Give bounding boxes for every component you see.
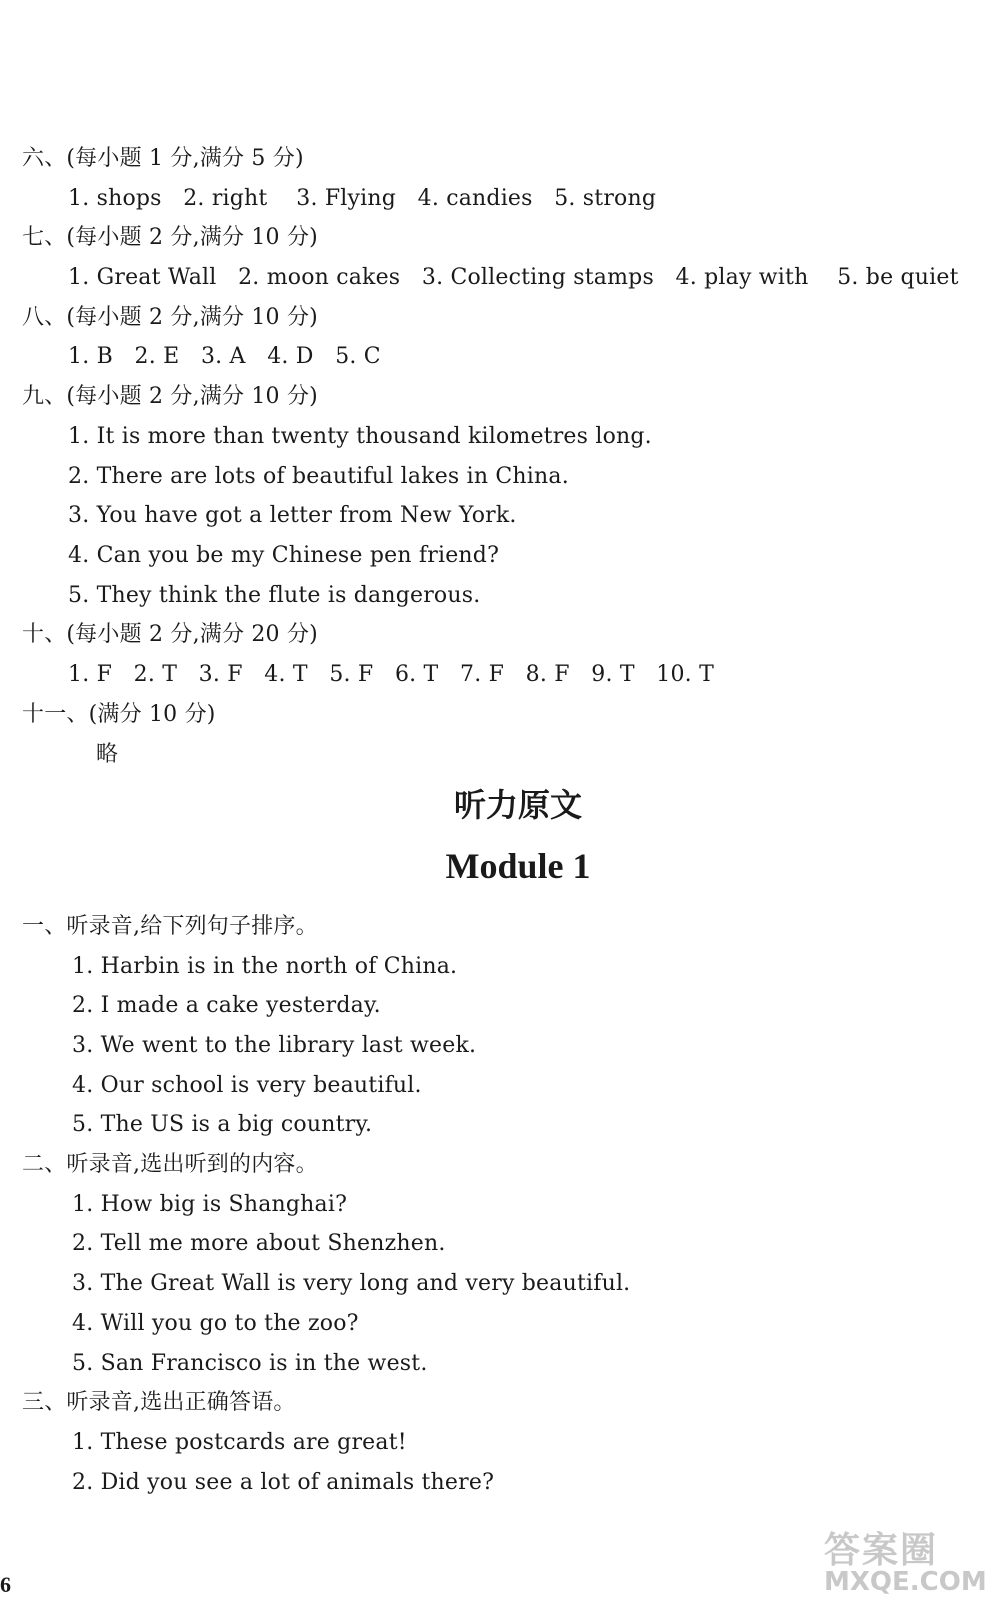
section-7-heading: 七、(每小题 2 分,满分 10 分) <box>22 225 318 250</box>
part-2-item-3: 3. The Great Wall is very long and very beautiful. <box>72 1271 631 1296</box>
section-9-heading: 九、(每小题 2 分,满分 10 分) <box>22 384 318 409</box>
part-1-item-3: 3. We went to the library last week. <box>72 1033 477 1058</box>
section-9-item-1: 1. It is more than twenty thousand kilometres long. <box>68 424 652 449</box>
section-9-item-3: 3. You have got a letter from New York. <box>68 503 517 528</box>
section-8-heading: 八、(每小题 2 分,满分 10 分) <box>22 305 318 330</box>
part-1-heading: 一、听录音,给下列句子排序。 <box>22 914 318 939</box>
watermark <box>824 1522 987 1597</box>
section-8-answers: 1. B 2. E 3. A 4. D 5. C <box>68 344 381 369</box>
part-3-item-1: 1. These postcards are great! <box>72 1430 407 1455</box>
part-2-heading: 二、听录音,选出听到的内容。 <box>22 1152 318 1177</box>
section-10-heading: 十、(每小题 2 分,满分 20 分) <box>22 622 318 647</box>
part-3-item-2: 2. Did you see a lot of animals there? <box>72 1470 495 1495</box>
section-7-answers: 1. Great Wall 2. moon cakes 3. Collecting stamps 4. play with 5. be quiet <box>68 265 959 290</box>
part-2-item-2: 2. Tell me more about Shenzhen. <box>72 1231 446 1256</box>
section-10-answers: 1. F 2. T 3. F 4. T 5. F 6. T 7. F 8. F 9. T 10. T <box>68 662 714 687</box>
module-title: Module 1 <box>445 846 591 886</box>
section-11-answer: 略 <box>96 742 119 767</box>
part-1-item-2: 2. I made a cake yesterday. <box>72 993 381 1018</box>
section-6-heading: 六、(每小题 1 分,满分 5 分) <box>22 146 304 171</box>
part-2-item-5: 5. San Francisco is in the west. <box>72 1351 428 1376</box>
watermark-cn: 答案圈 <box>824 1530 939 1571</box>
part-2-item-4: 4. Will you go to the zoo? <box>72 1311 359 1336</box>
part-2-item-1: 1. How big is Shanghai? <box>72 1192 348 1217</box>
page-number: 6 <box>0 1572 11 1597</box>
section-6-answers: 1. shops 2. right 3. Flying 4. candies 5. strong <box>68 186 657 211</box>
section-9-item-2: 2. There are lots of beautiful lakes in China. <box>68 464 569 489</box>
section-9-item-4: 4. Can you be my Chinese pen friend? <box>68 543 500 568</box>
listening-title: 听力原文 <box>453 786 582 824</box>
part-1-item-4: 4. Our school is very beautiful. <box>72 1073 422 1098</box>
part-1-item-5: 5. The US is a big country. <box>72 1112 373 1137</box>
section-11-heading: 十一、(满分 10 分) <box>22 702 216 727</box>
part-1-item-1: 1. Harbin is in the north of China. <box>72 954 458 979</box>
part-3-heading: 三、听录音,选出正确答语。 <box>22 1390 296 1415</box>
section-9-item-5: 5. They think the flute is dangerous. <box>68 583 481 608</box>
watermark-en: MXQE.COM <box>824 1567 987 1597</box>
